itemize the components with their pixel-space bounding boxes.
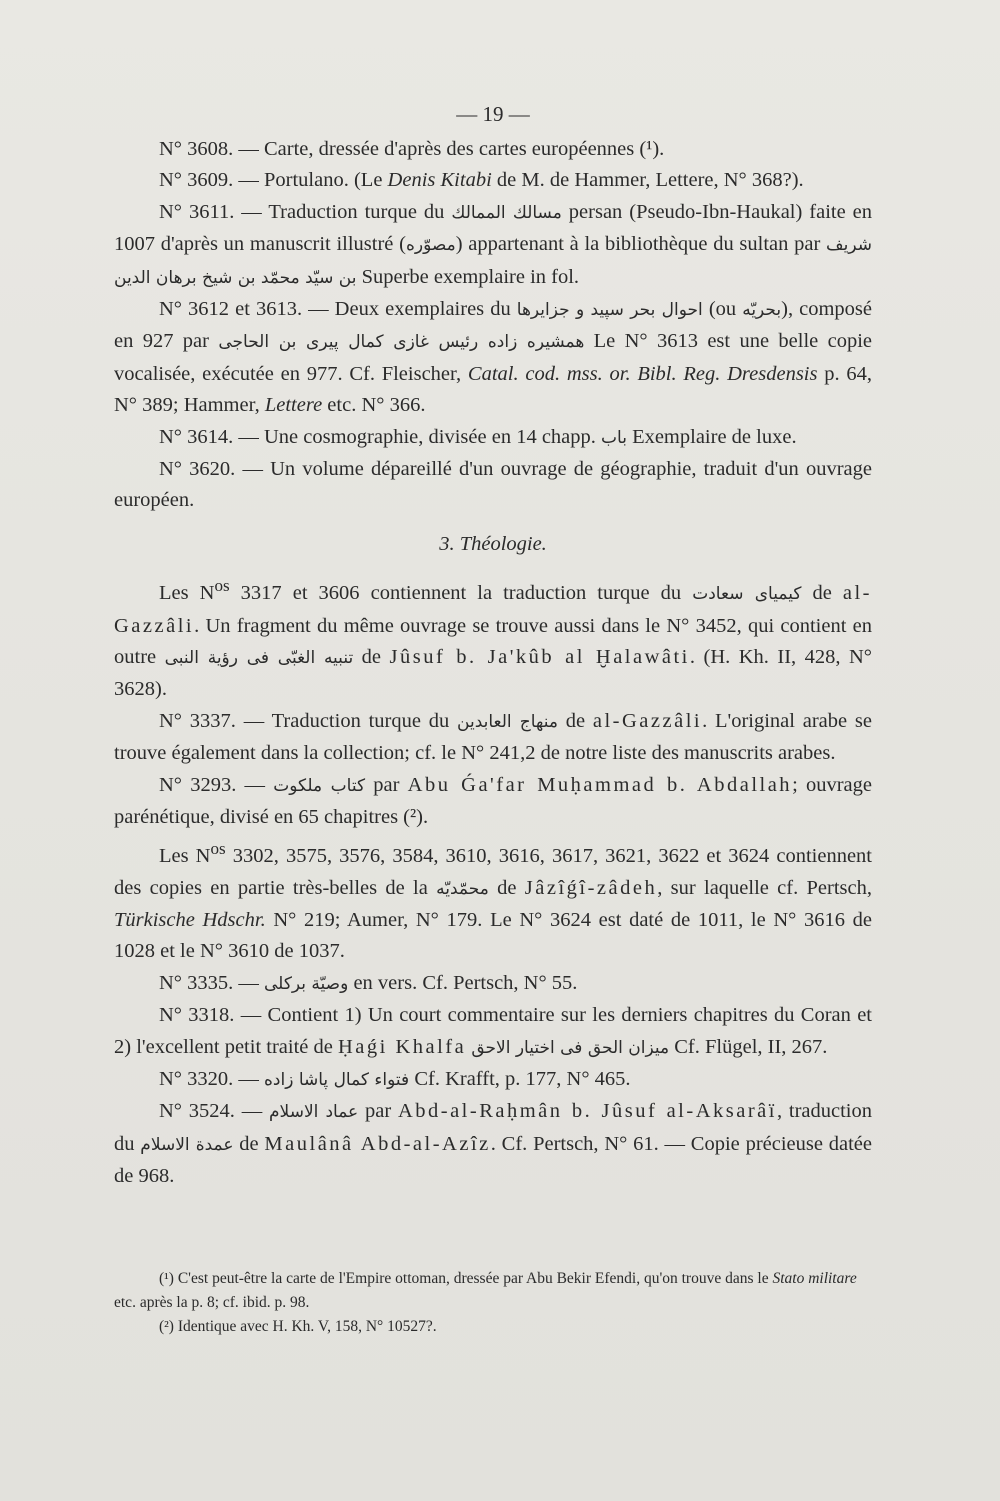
entry-paragraph (114, 833, 872, 967)
text-run: . Cf. Pertsch, N° 61. — Copie précieuse datée de 968. (114, 1132, 872, 1188)
author-name: Abu Ǵa'far Muḥammad b. Abdallah (407, 773, 793, 796)
entry-paragraph (114, 197, 872, 294)
entry-paragraph (114, 422, 872, 454)
entry-paragraph (114, 770, 872, 834)
text-run: 3317 et 3606 contiennent la traduction turque du (229, 582, 693, 605)
arabic-title: احوال بحر سپید و جزایرها (516, 300, 703, 321)
main-text (114, 134, 872, 1193)
text-run: Cf. Krafft, p. 177, N° 465. (409, 1068, 631, 1091)
author-name: Maulânâ Abd-al-Azîz (264, 1132, 491, 1155)
text-run: (ou (702, 298, 743, 321)
text-run: persan (Pseudo-Ibn-Haukal) faite en 1007 d'après un manuscrit illustré ( (114, 200, 873, 256)
entry-paragraph (114, 968, 872, 1000)
text-run: Superbe exemplaire in fol. (356, 265, 580, 288)
italic-title: Catal. cod. mss. or. Bibl. Reg. Dresdensis (467, 362, 818, 385)
author-name: Ḥaǵi Khalfa (337, 1035, 467, 1058)
text-run: Exemplaire de luxe. (626, 425, 797, 448)
arabic-title: عماد الاسلام (269, 1102, 359, 1123)
theology-entries (114, 570, 872, 1192)
arabic-title: شریف بن سیّد محمّد بن شیخ برهان الدین (114, 235, 872, 288)
entry-paragraph (114, 454, 872, 517)
text-run: (¹) C'est peut-être la carte de l'Empire ottoman, dressée par Abu Bekir Efendi, qu'on trouve dans le (159, 1270, 773, 1287)
arabic-title: وصیّة برکلی (264, 973, 349, 994)
entry-paragraph (114, 706, 872, 770)
arabic-title: همشیره زاده رئیس غازی کمال پیری بن الحاجی (218, 332, 585, 353)
text-run: de (557, 709, 593, 732)
arabic-title: فتواء کمال پاشا زاده (264, 1070, 410, 1091)
arabic-title: عمدة الاسلام (140, 1134, 234, 1155)
footnote (114, 1315, 872, 1339)
text-run: N° 3611. — Traduction turque du (159, 200, 452, 223)
text-run: ; ouvrage parénétique, divisé en 65 chapitres (²). (114, 773, 872, 828)
text-run: , traduction du (114, 1100, 872, 1155)
text-run: N° 3335. — (159, 971, 265, 994)
text-run: . L'original arabe se trouve également dans la collection; cf. le N° 241,2 de notre liste des manuscrits arabes. (114, 709, 872, 765)
text-run: N° 3320. — (159, 1068, 265, 1091)
text-run: os (214, 576, 230, 596)
text-run: en vers. Cf. Pertsch, N° 55. (348, 971, 578, 994)
text-run: N° 3318. — Contient 1) Un court commentaire sur les derniers chapitres du Coran et 2) l'excellent petit traité de (114, 1004, 872, 1058)
footnotes (114, 1267, 872, 1339)
arabic-title: مصوّره (405, 235, 456, 256)
section-heading (114, 529, 872, 560)
entry-paragraph (114, 1096, 872, 1192)
text-run: de (801, 582, 843, 605)
text-run: ), composé en 927 par (114, 298, 873, 353)
text-run: p. 64, N° 389; Hammer, (114, 362, 872, 417)
geography-entries (114, 134, 872, 517)
arabic-title: بحریّه (742, 300, 782, 321)
text-run: par (358, 1100, 398, 1123)
arabic-title: کیمیای سعادت (692, 584, 802, 605)
text-run: N° 3608. — Carte, dressée d'après des cartes européennes (¹). (159, 138, 665, 160)
page-number: — 19 — (456, 102, 530, 126)
text-run: de (353, 645, 390, 668)
footnote (114, 1267, 872, 1315)
text-run: N° 3337. — Traduction turque du (159, 709, 458, 732)
text-run: (²) Identique avec H. Kh. V, 158, N° 10527?. (159, 1318, 437, 1335)
text-run: . Un fragment du même ouvrage se trouve aussi dans le N° 3452, qui contient en outre (114, 614, 872, 668)
entry-paragraph (114, 1000, 872, 1064)
arabic-title: منهاج العابدین (457, 711, 558, 732)
text-run: N° 3524. — (159, 1100, 270, 1123)
entry-paragraph (114, 134, 872, 165)
text-run: Cf. Flügel, II, 267. (669, 1035, 828, 1058)
author-name: al-Gazzâli (592, 709, 703, 732)
text-run: Les N (159, 582, 215, 605)
text-run: Le N° 3613 est une belle copie vocalisée, exécutée en 977. Cf. Fleischer, (114, 330, 872, 385)
text-run: Les N (159, 845, 211, 868)
author-name: Jûsuf b. Ja'kûb al Ḫalawâti (389, 645, 690, 668)
text-run: N° 219; Aumer, N° 179. Le N° 3624 est daté de 1011, le N° 3616 de 1028 et le N° 3610 de 1037. (114, 909, 872, 963)
arabic-title: باب (601, 427, 627, 448)
text-run: etc. après la p. 8; cf. ibid. p. 98. (114, 1294, 310, 1311)
text-run: 3302, 3575, 3576, 3584, 3610, 3616, 3617, 3621, 3622 et 3624 contiennent des copies en partie très-belles de la (114, 845, 872, 899)
entry-paragraph (114, 1064, 872, 1096)
text-run: de M. de Hammer, Lettere, N° 368?). (491, 169, 804, 192)
author-name: Jâzîǵî-zâdeh (524, 876, 658, 899)
text-run: N° 3293. — (159, 773, 274, 796)
arabic-title: تنبیه الغبّی فی رؤیة النبی (164, 647, 354, 668)
arabic-title: محمّدیّه (436, 878, 489, 899)
text-run: ) appartenant à la bibliothèque du sultan par (455, 233, 827, 256)
text-run: N° 3609. — Portulano. (Le (159, 169, 388, 192)
text-run: , sur laquelle cf. Pertsch, (657, 876, 872, 899)
entry-paragraph (114, 570, 872, 705)
text-run: os (210, 839, 226, 859)
text-run: de (233, 1132, 265, 1155)
arabic-title: میزان الحق فی اختیار الاحق (471, 1037, 670, 1058)
author-name: Abd-al-Raḥmân b. Jûsuf al-Aksarâï (397, 1100, 777, 1123)
italic-title: Lettere (264, 394, 323, 417)
italic-title: Denis Kitabi (387, 169, 492, 192)
author-name: al-Gazzâli (114, 582, 872, 637)
text-run: N° 3612 et 3613. — Deux exemplaires du (159, 298, 517, 321)
entry-paragraph (114, 294, 872, 422)
arabic-title: کتاب ملکوت (273, 775, 366, 796)
text-run: N° 3620. — Un volume dépareillé d'un ouvrage de géographie, traduit d'un ouvrage européen. (114, 458, 872, 512)
entry-paragraph (114, 165, 872, 196)
text-run: . (H. Kh. II, 428, N° 3628). (114, 645, 873, 701)
text-run: N° 3614. — Une cosmographie, divisée en 14 chapp. (159, 425, 602, 448)
text-run: etc. N° 366. (322, 394, 426, 417)
italic-title: Türkische Hdschr. (114, 909, 266, 931)
text-run: de (488, 876, 525, 899)
arabic-title: مسالك الممالك (451, 202, 562, 223)
italic-title: Stato militare (772, 1270, 857, 1287)
text-run: par (365, 773, 408, 796)
section-heading-text: 3. Théologie. (439, 532, 547, 555)
